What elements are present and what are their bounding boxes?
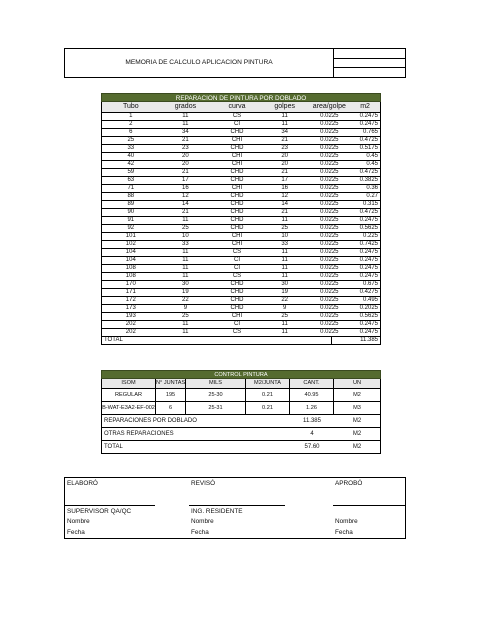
cell-curva: CHD <box>230 217 244 223</box>
cell-tubo: 71 <box>127 185 135 191</box>
cell-grados: 21 <box>182 137 189 143</box>
cell-grados: 11 <box>182 113 189 119</box>
cell-area-golpe: 0.0225 <box>320 113 339 119</box>
table-row <box>102 249 380 257</box>
cell-m2: 0.45 <box>366 161 378 167</box>
cell-m2: 0.3825 <box>359 177 378 183</box>
cell-curva: CI <box>234 321 241 327</box>
cell-grados: 11 <box>182 321 189 327</box>
cell-area-golpe: 0.0225 <box>320 201 339 207</box>
cell-golpes: 10 <box>281 233 289 239</box>
table-row <box>102 281 380 289</box>
cell-m2: 0.2475 <box>359 265 378 271</box>
summary-label: OTRAS REPARACIONES <box>104 431 174 437</box>
control-table <box>101 370 381 454</box>
cell-m2: 0.27 <box>366 193 378 199</box>
column-header-tubo: Tubo <box>122 103 139 110</box>
cell-grados: 11 <box>182 121 189 127</box>
cell-m2: 0.5625 <box>359 313 378 319</box>
summary-unit: M2 <box>352 418 362 424</box>
cell-juntas: 6 <box>156 402 186 414</box>
cell-area-golpe: 0.0225 <box>320 225 339 231</box>
supervisor-role: SUPERVISOR QA/QC <box>67 508 132 515</box>
table-row <box>102 153 380 161</box>
cell-area-golpe: 0.0225 <box>320 129 339 135</box>
cell-area-golpe: 0.0225 <box>320 233 339 239</box>
cell-golpes: 21 <box>281 209 289 215</box>
cell-area-golpe: 0.0225 <box>320 265 339 271</box>
column-header-mils: MILS <box>186 379 246 388</box>
column-header-grados: grados <box>174 103 197 110</box>
cell-m2-junta: 0.21 <box>246 402 290 414</box>
column-header-area-golpe: area/golpe <box>312 103 346 110</box>
cell-golpes: 30 <box>281 281 289 287</box>
cell-golpes: 33 <box>281 241 289 247</box>
cell-curva: CHI <box>231 241 243 247</box>
cell-m2: 0.2475 <box>359 249 378 255</box>
cell-golpes: 12 <box>281 193 289 199</box>
cell-golpes: 16 <box>281 185 289 191</box>
cell-golpes: 19 <box>281 289 289 295</box>
cell-area-golpe: 0.0225 <box>320 313 339 319</box>
cell-tubo: 202 <box>125 321 136 327</box>
cell-tubo: 172 <box>125 297 136 303</box>
table-row <box>102 209 380 217</box>
cell-tubo: 6 <box>129 129 133 135</box>
cell-mils: 25-30 <box>186 389 246 401</box>
column-header-curva: curva <box>228 103 246 110</box>
table-row <box>102 329 380 337</box>
cell-golpes: 11 <box>281 257 288 263</box>
column-header-golpes: golpes <box>274 103 295 110</box>
cell-grados: 17 <box>182 177 189 183</box>
cell-golpes: 11 <box>281 113 288 119</box>
cell-m2: 0.2475 <box>359 273 378 279</box>
cell-curva: CHD <box>230 297 244 303</box>
cell-m2: 0.4275 <box>359 289 378 295</box>
cell-tubo: 63 <box>127 177 135 183</box>
cell-grados: 16 <box>182 185 189 191</box>
cell-curva: CHD <box>230 169 244 175</box>
cell-m2: 0.36 <box>366 185 378 191</box>
cell-grados: 14 <box>182 201 189 207</box>
table-row <box>102 313 380 321</box>
cell-curva: CI <box>234 121 241 127</box>
cell-un: M2 <box>353 392 361 398</box>
summary-row <box>101 441 381 454</box>
cell-curva: CHD <box>230 281 244 287</box>
cell-curva: CS <box>232 329 242 335</box>
cell-tubo: 42 <box>127 161 135 167</box>
nombre-label-left: Nombre <box>67 518 90 525</box>
cell-tubo: 104 <box>125 249 136 255</box>
cell-grados: 20 <box>182 153 189 159</box>
cell-tubo: 193 <box>125 313 136 319</box>
cell-golpes: 11 <box>281 217 288 223</box>
cell-juntas: 195 <box>156 389 186 401</box>
cell-tubo: 170 <box>125 281 136 287</box>
cell-cant: 40.95 <box>290 389 334 401</box>
cell-curva: CHD <box>230 145 244 151</box>
cell-m2: 0.5625 <box>359 225 378 231</box>
fecha-label-left: Fecha <box>67 529 85 536</box>
repair-table <box>101 93 381 345</box>
cell-area-golpe: 0.0225 <box>320 185 339 191</box>
cell-tubo: 108 <box>125 265 136 271</box>
table-row <box>102 321 380 329</box>
cell-grados: 22 <box>182 297 189 303</box>
elaboro-label: ELABORÓ <box>67 480 98 487</box>
cell-tubo: 40 <box>127 153 135 159</box>
table-row <box>102 161 380 169</box>
cell-area-golpe: 0.0225 <box>320 281 339 287</box>
cell-cant: 1.26 <box>290 402 334 414</box>
cell-golpes: 21 <box>281 137 289 143</box>
summary-label: TOTAL <box>104 444 123 450</box>
cell-tubo: 89 <box>127 201 135 207</box>
cell-curva: CHD <box>230 177 244 183</box>
column-header-m2-junta: M2/JUNTA <box>246 379 290 388</box>
cell-m2: 0.675 <box>362 281 378 287</box>
cell-grados: 10 <box>182 233 189 239</box>
header-cell-line <box>333 67 406 68</box>
cell-m2: 0.7425 <box>359 241 378 247</box>
cell-grados: 11 <box>182 265 189 271</box>
cell-tubo: 202 <box>125 329 136 335</box>
table-row <box>102 225 380 233</box>
cell-m2: 0.4725 <box>359 137 378 143</box>
table-row <box>102 185 380 193</box>
cell-grados: 12 <box>182 193 189 199</box>
cell-area-golpe: 0.0225 <box>320 193 339 199</box>
cell-golpes: 21 <box>281 169 289 175</box>
summary-label: REPARACIONES POR DOBLADO <box>104 418 197 424</box>
summary-row <box>101 428 381 441</box>
cell-grados: 21 <box>182 169 189 175</box>
cell-m2: 0.2475 <box>359 329 378 335</box>
cell-golpes: 25 <box>281 313 289 319</box>
cell-area-golpe: 0.0225 <box>320 161 339 167</box>
summary-value: 57.60 <box>304 444 320 450</box>
cell-m2: 0.2475 <box>359 113 378 119</box>
cell-grados: 23 <box>182 145 189 151</box>
cell-tubo: 171 <box>125 289 136 295</box>
cell-grados: 21 <box>182 209 189 215</box>
cell-isom: B-WAT-E3A2-EF-002 <box>102 402 156 414</box>
cell-tubo: 88 <box>127 193 135 199</box>
cell-tubo: 1 <box>129 113 133 119</box>
cell-area-golpe: 0.0225 <box>320 217 339 223</box>
column-header-m2: m2 <box>360 103 370 110</box>
cell-m2: 0.45 <box>366 153 378 159</box>
cell-golpes: 17 <box>281 177 289 183</box>
header-cell-line <box>333 58 406 59</box>
table-row <box>102 297 380 305</box>
repair-total-row <box>101 337 381 345</box>
cell-curva: CI <box>234 265 241 271</box>
repair-table-body <box>101 113 381 337</box>
cell-grados: 19 <box>182 289 189 295</box>
cell-isom: REGULAR <box>102 389 156 401</box>
table-row <box>101 402 381 415</box>
cell-m2: 0.2475 <box>359 121 378 127</box>
cell-area-golpe: 0.0225 <box>320 177 339 183</box>
cell-curva: CHD <box>230 225 244 231</box>
cell-area-golpe: 0.0225 <box>320 305 339 311</box>
summary-unit: M2 <box>352 444 362 450</box>
control-summary <box>101 415 381 454</box>
cell-area-golpe: 0.0225 <box>320 329 339 335</box>
cell-m2: 0.2475 <box>359 321 378 327</box>
cell-tubo: 25 <box>127 137 135 143</box>
cell-curva: CHI <box>231 153 243 159</box>
header-divider <box>333 49 334 77</box>
cell-golpes: 11 <box>281 329 288 335</box>
table-row <box>102 129 380 137</box>
reviso-label: REVISÓ <box>191 480 216 487</box>
repair-total-label: TOTAL <box>102 337 332 344</box>
cell-curva: CHD <box>230 129 244 135</box>
cell-area-golpe: 0.0225 <box>320 321 339 327</box>
table-row <box>102 169 380 177</box>
cell-tubo: 102 <box>125 241 136 247</box>
cell-area-golpe: 0.0225 <box>320 249 339 255</box>
cell-grados: 34 <box>182 129 189 135</box>
cell-tubo: 33 <box>127 145 135 151</box>
cell-grados: 11 <box>182 329 189 335</box>
cell-tubo: 101 <box>125 233 136 239</box>
document-title: MEMORIA DE CALCULO APLICACION PINTURA <box>125 59 273 66</box>
table-row <box>102 233 380 241</box>
summary-value: 4 <box>310 431 314 437</box>
cell-tubo: 91 <box>127 217 135 223</box>
cell-area-golpe: 0.0225 <box>320 289 339 295</box>
nombre-label-right: Nombre <box>335 518 358 525</box>
cell-area-golpe: 0.0225 <box>320 121 339 127</box>
cell-grados: 20 <box>182 161 189 167</box>
cell-area-golpe: 0.0225 <box>320 209 339 215</box>
repair-table-title: REPARACION DE PINTURA POR DOBLADO <box>101 93 381 102</box>
table-row <box>102 273 380 281</box>
cell-grados: 30 <box>182 281 189 287</box>
signature-line-aprobo <box>333 505 405 506</box>
signature-line-elaboro <box>65 505 155 506</box>
document-header <box>64 48 406 78</box>
cell-tubo: 92 <box>127 225 135 231</box>
nombre-label-mid: Nombre <box>191 518 214 525</box>
signature-line-reviso <box>189 505 285 506</box>
cell-grados: 11 <box>182 273 189 279</box>
cell-grados: 9 <box>183 305 188 311</box>
cell-golpes: 25 <box>281 225 289 231</box>
signature-block <box>64 477 406 539</box>
table-row <box>101 389 381 402</box>
cell-curva: CHI <box>231 137 243 143</box>
summary-row <box>101 415 381 428</box>
cell-m2: 0.495 <box>362 297 378 303</box>
cell-area-golpe: 0.0225 <box>320 145 339 151</box>
cell-golpes: 11 <box>281 121 288 127</box>
cell-m2: 0.4725 <box>359 209 378 215</box>
cell-un: M3 <box>353 405 361 411</box>
cell-tubo: 90 <box>127 209 135 215</box>
table-row <box>102 193 380 201</box>
cell-curva: CHD <box>230 209 244 215</box>
table-row <box>102 121 380 129</box>
cell-curva: CS <box>232 249 242 255</box>
cell-curva: CHD <box>230 201 244 207</box>
control-table-body <box>101 389 381 415</box>
table-row <box>102 137 380 145</box>
column-header-juntas: N° JUNTAS <box>156 380 186 386</box>
cell-m2: 0.2025 <box>359 305 378 311</box>
table-row <box>102 145 380 153</box>
table-row <box>102 289 380 297</box>
cell-tubo: 173 <box>125 305 136 311</box>
cell-grados: 25 <box>182 313 189 319</box>
table-row <box>102 177 380 185</box>
control-table-header <box>101 379 381 389</box>
cell-curva: CS <box>232 273 242 279</box>
control-table-title: CONTROL PINTURA <box>101 370 381 379</box>
cell-tubo: 104 <box>125 257 136 263</box>
cell-tubo: 2 <box>129 121 133 127</box>
cell-curva: CS <box>232 113 242 119</box>
cell-mils: 25-31 <box>186 402 246 414</box>
table-row <box>102 201 380 209</box>
summary-unit: M2 <box>352 431 362 437</box>
cell-tubo: 59 <box>127 169 135 175</box>
repair-total-value: 11.385 <box>360 337 378 343</box>
cell-curva: CI <box>234 257 241 263</box>
cell-curva: CHI <box>231 185 243 191</box>
cell-golpes: 23 <box>281 145 289 151</box>
cell-grados: 33 <box>182 241 189 247</box>
cell-grados: 11 <box>182 217 189 223</box>
cell-m2: 0.2475 <box>359 257 378 263</box>
aprobo-label: APROBÓ <box>335 480 363 487</box>
cell-golpes: 11 <box>281 249 288 255</box>
table-row <box>102 113 380 121</box>
column-header-isom: ISOM <box>102 379 156 388</box>
cell-golpes: 11 <box>281 321 288 327</box>
cell-golpes: 22 <box>281 297 289 303</box>
cell-area-golpe: 0.0225 <box>320 169 339 175</box>
cell-golpes: 9 <box>283 305 287 311</box>
cell-golpes: 20 <box>281 153 289 159</box>
cell-grados: 11 <box>182 257 189 263</box>
fecha-label-right: Fecha <box>335 529 353 536</box>
cell-golpes: 11 <box>281 265 288 271</box>
table-row <box>102 217 380 225</box>
cell-area-golpe: 0.0225 <box>320 153 339 159</box>
cell-area-golpe: 0.0225 <box>320 241 339 247</box>
fecha-label-mid: Fecha <box>191 529 209 536</box>
column-header-un: UN <box>352 380 362 386</box>
cell-curva: CHI <box>231 161 243 167</box>
cell-curva: CHD <box>230 289 244 295</box>
table-row <box>102 257 380 265</box>
cell-tubo: 108 <box>125 273 136 279</box>
cell-golpes: 34 <box>281 129 289 135</box>
cell-curva: CHI <box>231 233 243 239</box>
cell-area-golpe: 0.0225 <box>320 273 339 279</box>
cell-golpes: 20 <box>281 161 289 167</box>
repair-table-header <box>101 102 381 113</box>
cell-area-golpe: 0.0225 <box>320 257 339 263</box>
cell-curva: CHI <box>231 313 243 319</box>
cell-m2-junta: 0.21 <box>246 389 290 401</box>
cell-golpes: 11 <box>281 273 288 279</box>
table-row <box>102 265 380 273</box>
cell-m2: 0.2475 <box>359 217 378 223</box>
cell-grados: 11 <box>182 249 189 255</box>
cell-m2: 0.765 <box>362 129 378 135</box>
cell-area-golpe: 0.0225 <box>320 137 339 143</box>
cell-area-golpe: 0.0225 <box>320 297 339 303</box>
column-header-cant: CANT. <box>290 379 334 388</box>
table-row <box>102 241 380 249</box>
cell-m2: 0.225 <box>362 233 378 239</box>
cell-grados: 25 <box>182 225 189 231</box>
summary-value: 11.385 <box>303 418 321 424</box>
residente-role: ING. RESIDENTE <box>191 508 243 515</box>
cell-curva: CHD <box>230 305 244 311</box>
cell-m2: 0.5175 <box>359 145 378 151</box>
cell-m2: 0.315 <box>362 201 378 207</box>
cell-curva: CHD <box>230 193 244 199</box>
cell-golpes: 14 <box>281 201 289 207</box>
table-row <box>102 305 380 313</box>
cell-m2: 0.4725 <box>359 169 378 175</box>
